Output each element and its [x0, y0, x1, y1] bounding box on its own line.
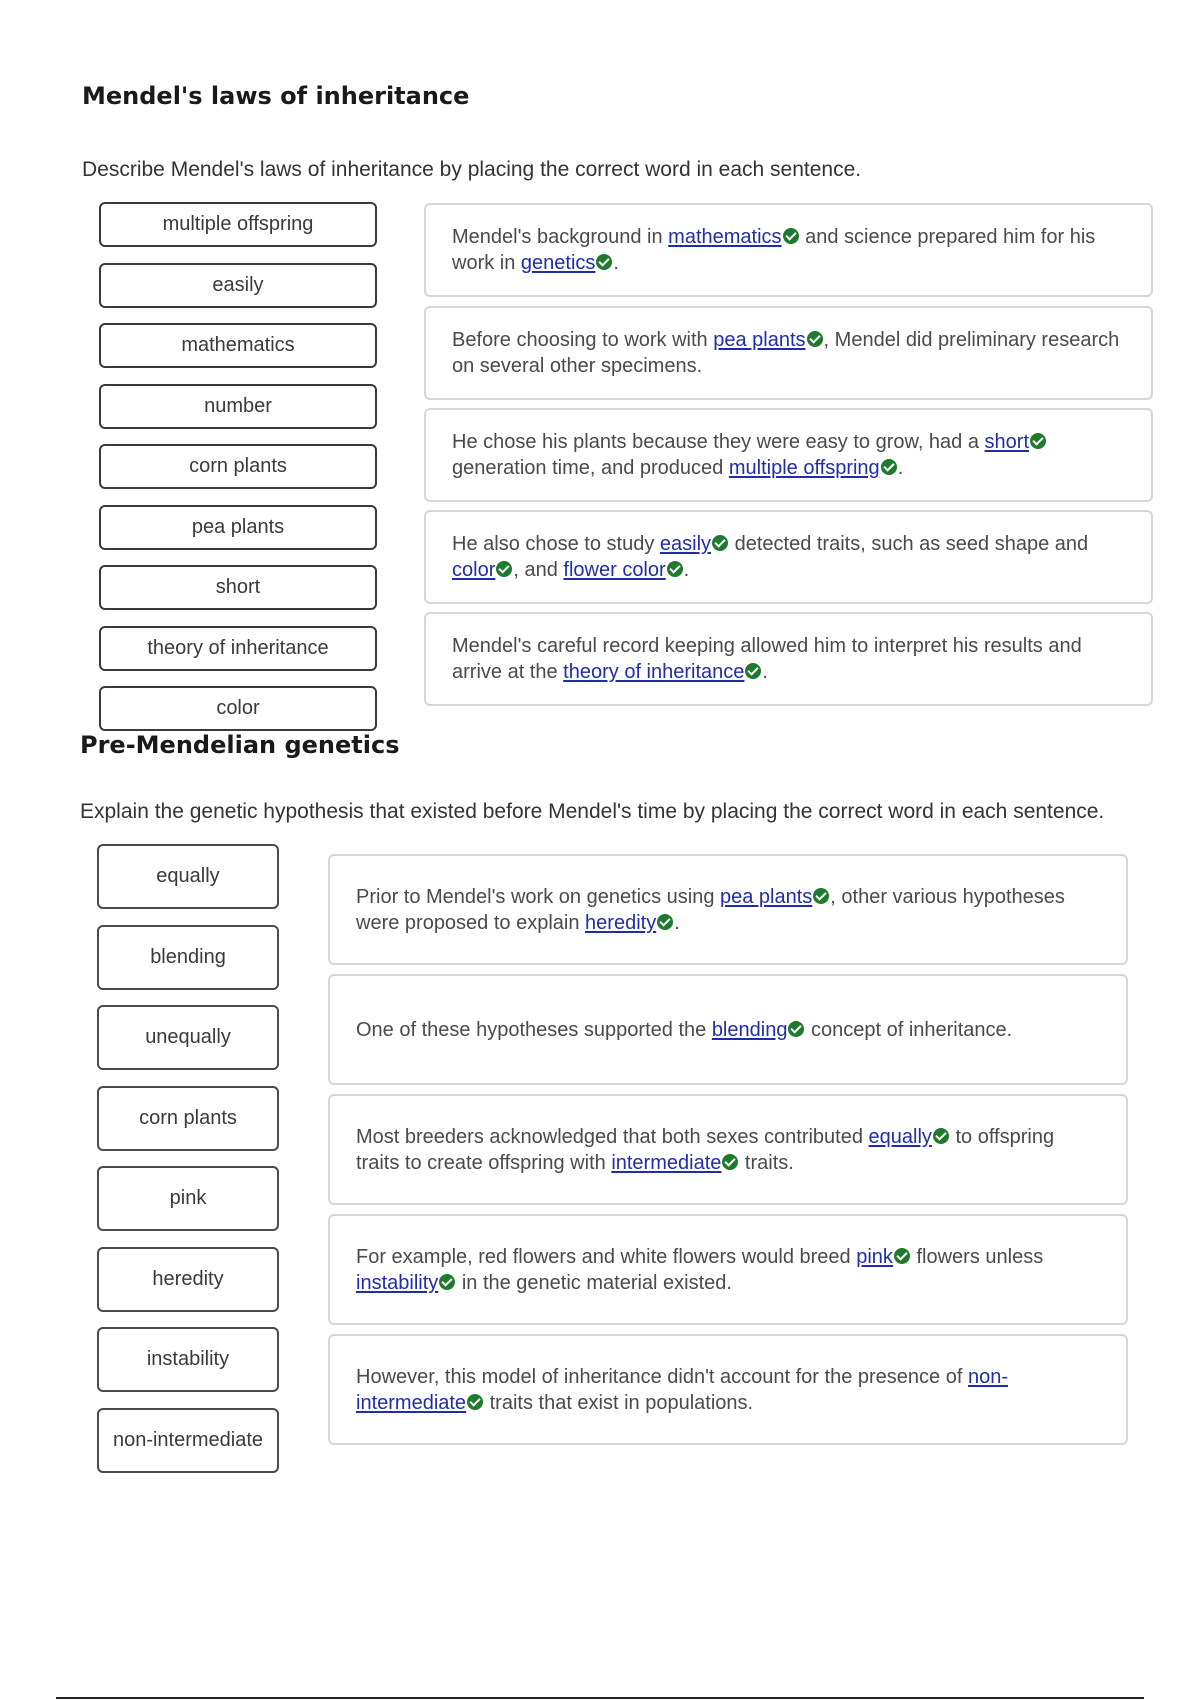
word-chip[interactable]: non-intermediate — [97, 1408, 279, 1473]
sentence-card — [424, 306, 1153, 400]
word-chip[interactable]: corn plants — [99, 444, 377, 489]
correct-check-icon — [807, 331, 823, 347]
sentence-fragment: traits. — [739, 1151, 794, 1174]
sentence-text — [356, 1017, 1012, 1043]
correct-check-icon — [745, 663, 761, 679]
word-bank — [97, 844, 281, 1451]
sentence-fragment: One of these hypotheses supported the — [356, 1018, 712, 1041]
sentence-text — [452, 531, 1127, 583]
sentence-fragment: , and — [513, 559, 564, 581]
word-chip[interactable]: mathematics — [99, 323, 377, 368]
section-mendels-laws — [0, 0, 1200, 720]
word-chip[interactable]: theory of inheritance — [99, 626, 377, 671]
answer-blank[interactable]: intermediate — [611, 1151, 722, 1174]
sentence-fragment: Before choosing to work with — [452, 329, 714, 351]
sentence-fragment: He also chose to study — [452, 533, 660, 555]
sentence-fragment: For example, red flowers and white flowers would breed — [356, 1245, 857, 1268]
answer-blank[interactable]: heredity — [585, 911, 657, 934]
sentence-text — [452, 633, 1127, 685]
correct-check-icon — [667, 561, 683, 577]
page-bottom-rule — [56, 1697, 1144, 1699]
correct-check-icon — [881, 459, 897, 475]
answer-blank[interactable]: color — [452, 559, 496, 581]
word-chip[interactable]: heredity — [97, 1247, 279, 1312]
correct-check-icon — [596, 254, 612, 270]
correct-check-icon — [783, 228, 799, 244]
answer-blank[interactable]: non-intermediate — [356, 1365, 1008, 1414]
correct-check-icon — [657, 914, 673, 930]
correct-check-icon — [788, 1021, 804, 1037]
answer-blank[interactable]: easily — [659, 533, 712, 555]
sentence-text — [356, 1244, 1102, 1296]
sentence-card — [424, 612, 1153, 706]
sentence-fragment: flowers unless — [910, 1245, 1044, 1268]
sentence-fragment: He chose his plants because they were easy to grow, had a — [452, 431, 985, 453]
sentence-fragment: and science prepared him for his work in — [452, 226, 1096, 274]
instructions: Explain the genetic hypothesis that existed before Mendel's time by placing the correct word in each sentence. — [80, 800, 1105, 823]
word-chip[interactable]: pink — [97, 1166, 279, 1231]
instructions: Describe Mendel's laws of inheritance by placing the correct word in each sentence. — [82, 158, 862, 181]
sentence-fragment: , Mendel did preliminary research on several other specimens. — [452, 329, 1120, 377]
sentence-text — [356, 884, 1102, 936]
correct-check-icon — [712, 535, 728, 551]
sentence-text — [452, 327, 1127, 379]
correct-check-icon — [894, 1248, 910, 1264]
correct-check-icon — [813, 888, 829, 904]
sentence-text — [356, 1124, 1102, 1176]
sentence-fragment: traits that exist in populations. — [484, 1391, 754, 1414]
correct-check-icon — [496, 561, 512, 577]
sentence-fragment: to offspring traits to create offspring with — [356, 1125, 1055, 1174]
sentence-card — [328, 1334, 1128, 1445]
word-chip[interactable]: short — [99, 565, 377, 610]
sentence-fragment: However, this model of inheritance didn't account for the presence of — [356, 1365, 968, 1388]
sentence-fragment: . — [674, 911, 680, 934]
word-chip[interactable]: instability — [97, 1327, 279, 1392]
sentence-fragment: . — [897, 457, 904, 479]
answer-blank[interactable]: equally — [868, 1125, 932, 1148]
sentence-fragment: Mendel's careful record keeping allowed him to interpret his results and arrive at the — [452, 635, 1082, 683]
answer-blank[interactable]: instability — [356, 1271, 439, 1294]
answer-blank[interactable]: theory of inheritance — [563, 661, 745, 683]
sentence-fragment: generation time, and produced — [452, 457, 729, 479]
sentence-fragment: detected traits, such as seed shape and — [729, 533, 1089, 555]
word-chip[interactable]: number — [99, 384, 377, 429]
sentence-card — [424, 510, 1153, 604]
word-chip[interactable]: easily — [99, 263, 377, 308]
sentence-text — [452, 224, 1127, 276]
section-title: Pre-Mendelian genetics — [80, 731, 400, 759]
sentence-card — [328, 1214, 1128, 1325]
word-chip[interactable]: equally — [97, 844, 279, 909]
answer-blank[interactable]: mathematics — [668, 226, 782, 248]
sentence-card — [424, 408, 1153, 502]
correct-check-icon — [722, 1154, 738, 1170]
answer-blank[interactable]: genetics — [520, 252, 596, 274]
word-chip[interactable]: multiple offspring — [99, 202, 377, 247]
sentence-text — [356, 1364, 1102, 1416]
sentence-fragment: Most breeders acknowledged that both sexes contributed — [356, 1125, 869, 1148]
sentence-fragment: . — [762, 661, 768, 683]
word-chip[interactable]: corn plants — [97, 1086, 279, 1151]
answer-blank[interactable]: pea plants — [713, 329, 806, 351]
answer-blank[interactable]: short — [984, 431, 1030, 453]
word-chip[interactable]: unequally — [97, 1005, 279, 1070]
answer-blank[interactable]: multiple offspring — [728, 457, 880, 479]
answer-blank[interactable]: blending — [711, 1018, 788, 1041]
sentence-fragment: in the genetic material existed. — [456, 1271, 732, 1294]
section-pre-mendelian — [0, 720, 1200, 1460]
sentence-card — [328, 854, 1128, 965]
sentence-card — [328, 1094, 1128, 1205]
sentence-fragment: concept of inheritance. — [805, 1018, 1013, 1041]
sentence-fragment: . — [683, 559, 690, 581]
word-chip[interactable]: color — [99, 686, 377, 731]
word-chip[interactable]: blending — [97, 925, 279, 990]
correct-check-icon — [467, 1394, 483, 1410]
section-title: Mendel's laws of inheritance — [82, 82, 470, 110]
answer-blank[interactable]: flower color — [563, 559, 666, 581]
sentence-card — [424, 203, 1153, 297]
sentence-card — [328, 974, 1128, 1085]
sentence-fragment: Prior to Mendel's work on genetics using — [356, 885, 720, 908]
answer-blank[interactable]: pea plants — [720, 885, 813, 908]
sentence-fragment: . — [613, 252, 619, 274]
correct-check-icon — [439, 1274, 455, 1290]
word-bank — [99, 202, 379, 719]
correct-check-icon — [933, 1128, 949, 1144]
sentence-text — [452, 429, 1127, 481]
correct-check-icon — [1030, 433, 1046, 449]
word-chip[interactable]: pea plants — [99, 505, 377, 550]
sentence-fragment: Mendel's background in — [452, 226, 669, 248]
answer-blank[interactable]: pink — [856, 1245, 893, 1268]
sentence-fragment: , other various hypotheses were proposed to explain — [356, 885, 1065, 934]
